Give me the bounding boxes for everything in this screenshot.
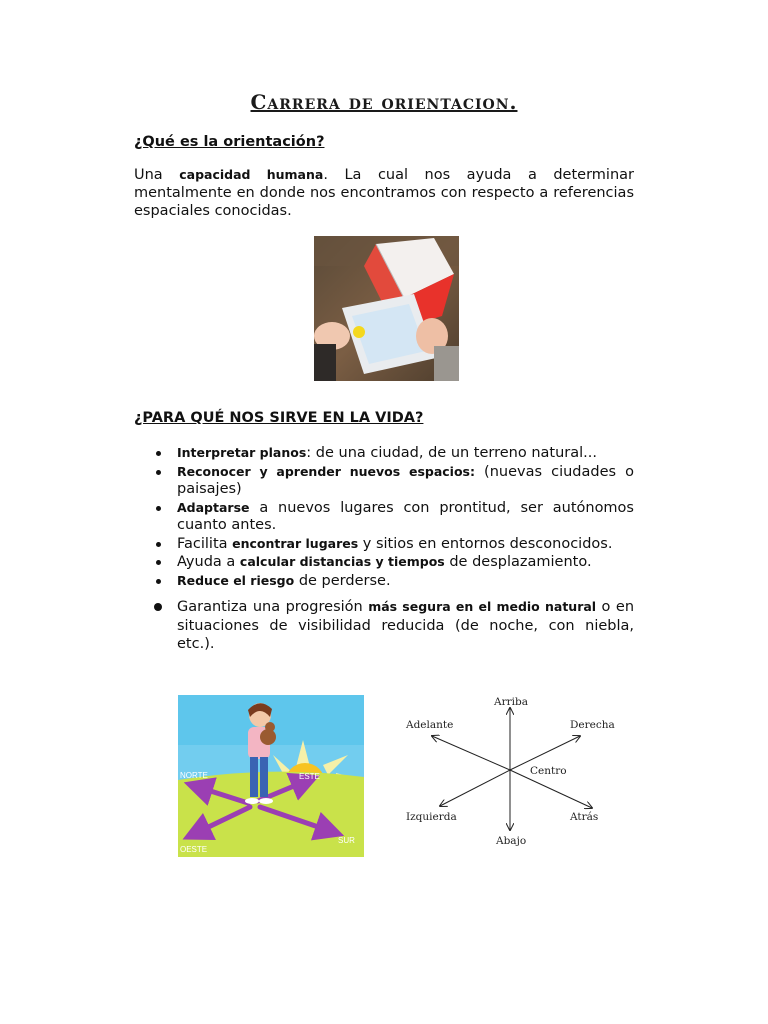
spatial-axes-diagram: [392, 690, 642, 855]
oeste-label: OESTE: [180, 845, 208, 854]
este-label: ESTE: [299, 772, 320, 781]
list-item: Facilita encontrar lugares y sitios en entornos desconocidos.: [134, 535, 634, 554]
norte-label: NORTE: [180, 771, 208, 780]
list-item: Interpretar planos: de una ciudad, de un terreno natural...: [134, 444, 634, 463]
section-heading-para-que: ¿PARA QUÉ NOS SIRVE EN LA VIDA?: [134, 410, 424, 426]
adelante-label: Adelante: [406, 719, 454, 731]
sur-label: SUR: [338, 836, 355, 845]
definition-paragraph: Una capacidad humana. La cual nos ayuda a determinar mentalmente en donde nos encontramos con respecto a referencias espaciales conocidas.: [134, 167, 634, 219]
section-heading-orientacion: ¿Qué es la orientación?: [134, 134, 325, 150]
abajo-label: Abajo: [496, 835, 527, 847]
list-item: Garantiza una progresión más segura en el medio natural o en situaciones de visibilidad reducida (de noche, con niebla, etc.).: [134, 598, 634, 654]
cardinal-directions-illustration: [178, 695, 364, 857]
arriba-label: Arriba: [494, 696, 528, 708]
list-item: Reconocer y aprender nuevos espacios: (nuevas ciudades o paisajes): [134, 463, 634, 499]
izquierda-label: Izquierda: [406, 811, 457, 823]
orienteering-map-photo: [314, 236, 459, 381]
list-item: Ayuda a calcular distancias y tiempos de desplazamiento.: [134, 553, 634, 572]
centro-label: Centro: [530, 765, 567, 777]
list-item: Adaptarse a nuevos lugares con prontitud, ser autónomos cuanto antes.: [134, 499, 634, 535]
benefits-list: [134, 444, 634, 654]
derecha-label: Derecha: [570, 719, 615, 731]
page-title: Carrera de orientacion.: [250, 90, 518, 114]
atras-label: Atrás: [570, 811, 599, 823]
list-item: Reduce el riesgo de perderse.: [134, 572, 634, 591]
